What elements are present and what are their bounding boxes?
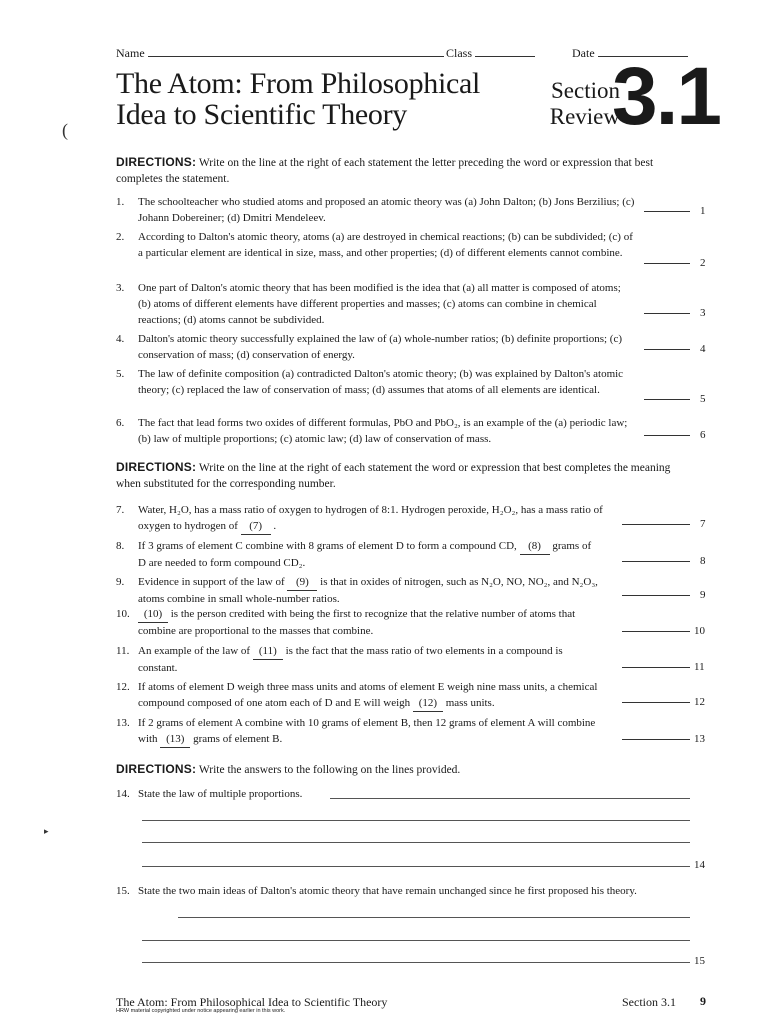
answer-number: 14 bbox=[694, 859, 705, 871]
class-label: Class bbox=[446, 46, 473, 60]
directions-1 bbox=[116, 154, 688, 187]
answer-line[interactable] bbox=[644, 263, 690, 264]
question-text: An example of the law of bbox=[138, 645, 253, 657]
question-14 bbox=[116, 786, 336, 802]
question-5 bbox=[116, 366, 636, 398]
name-label: Name bbox=[116, 46, 145, 60]
answer-number: 11 bbox=[694, 661, 705, 673]
question-number: 13. bbox=[116, 717, 130, 729]
question-text: mass units. bbox=[442, 697, 495, 709]
directions-2 bbox=[116, 459, 688, 492]
class-line[interactable] bbox=[475, 47, 535, 57]
question-text: Evidence in support of the law of bbox=[138, 576, 288, 588]
write-line[interactable] bbox=[142, 820, 690, 821]
footer-section: Section 3.1 bbox=[622, 995, 676, 1009]
question-text: If 2 grams of element A combine with 10 grams of element B, then 12 grams of element A will combine with bbox=[138, 717, 596, 745]
question-text: State the law of multiple proportions. bbox=[138, 788, 303, 800]
answer-number: 1 bbox=[700, 205, 706, 217]
question-text: The law of definite composition (a) contradicted Dalton's atomic theory; (b) was explained by Dalton's atomic theory; (c) replaced the law of conservation of mass; (d) assumes that atoms of all elements are identical. bbox=[138, 368, 624, 396]
question-text: grams of D are needed to form compound CD₂. bbox=[138, 540, 592, 569]
question-number: 11. bbox=[116, 645, 130, 657]
inline-blank: (13) bbox=[160, 731, 190, 748]
question-13 bbox=[116, 715, 616, 748]
review-word: Review bbox=[549, 104, 620, 129]
answer-number: 9 bbox=[700, 589, 706, 601]
question-6 bbox=[116, 415, 636, 447]
question-number: 10. bbox=[116, 608, 130, 620]
inline-blank: (7) bbox=[241, 518, 271, 535]
answer-number: 8 bbox=[700, 555, 706, 567]
answer-line[interactable] bbox=[622, 524, 690, 525]
section-number: 3.1 bbox=[612, 51, 720, 142]
question-number: 3. bbox=[116, 282, 125, 294]
answer-number: 7 bbox=[700, 518, 706, 530]
answer-line[interactable] bbox=[622, 702, 690, 703]
write-line[interactable] bbox=[142, 962, 690, 963]
answer-line[interactable] bbox=[622, 561, 690, 562]
question-text: One part of Dalton's atomic theory that has been modified is the idea that (a) all matter is composed of atoms; (b) atoms of different elements have different properties and masses; (c) atoms can combine in chemical reactions; (d) atoms cannot be subdivided. bbox=[138, 282, 621, 326]
answer-number: 10 bbox=[694, 625, 705, 637]
question-number: 1. bbox=[116, 196, 125, 208]
question-2 bbox=[116, 229, 636, 261]
question-10 bbox=[116, 606, 606, 639]
write-line[interactable] bbox=[142, 842, 690, 843]
title-line-1: The Atom: From Philosophical bbox=[116, 67, 481, 100]
inline-blank: (9) bbox=[287, 574, 317, 591]
section-word: Section bbox=[551, 78, 620, 103]
question-text: is that in oxides of nitrogen, such as N₂O, NO, NO₂, and N₂O₃, atoms combine in small whole-number ratios. bbox=[138, 576, 598, 605]
question-15 bbox=[116, 883, 672, 899]
page-number: 9 bbox=[700, 994, 706, 1008]
question-9 bbox=[116, 574, 616, 607]
answer-number: 12 bbox=[694, 696, 705, 708]
name-line[interactable] bbox=[148, 47, 444, 57]
answer-line[interactable] bbox=[644, 313, 690, 314]
question-number: 2. bbox=[116, 231, 125, 243]
footer-title: The Atom: From Philosophical Idea to Scientific Theory bbox=[116, 995, 388, 1009]
question-text: If atoms of element D weigh three mass units and atoms of element E weigh nine mass units, a chemical compound composed of one atom each of D and E will weigh bbox=[138, 681, 598, 709]
question-1 bbox=[116, 194, 636, 226]
answer-number: 4 bbox=[700, 343, 706, 355]
answer-line[interactable] bbox=[622, 595, 690, 596]
directions-label: DIRECTIONS: bbox=[116, 460, 197, 474]
answer-number: 3 bbox=[700, 307, 706, 319]
question-number: 7. bbox=[116, 504, 125, 516]
inline-blank: (10) bbox=[138, 606, 168, 623]
question-12 bbox=[116, 679, 616, 712]
title-line-2: Idea to Scientific Theory bbox=[116, 98, 408, 131]
answer-line[interactable] bbox=[622, 631, 690, 632]
question-number: 14. bbox=[116, 788, 130, 800]
write-line[interactable] bbox=[142, 940, 690, 941]
question-number: 9. bbox=[116, 576, 125, 588]
write-line[interactable] bbox=[178, 917, 690, 918]
answer-line[interactable] bbox=[644, 211, 690, 212]
inline-blank: (12) bbox=[413, 695, 443, 712]
question-number: 15. bbox=[116, 885, 130, 897]
question-text: The fact that lead forms two oxides of different formulas, PbO and PbO₂, is an example of the (a) periodic law; (b) law of multiple proportions; (c) atomic law; (d) law of conservation of mass. bbox=[138, 417, 628, 445]
directions-text: Write the answers to the following on the lines provided. bbox=[196, 764, 461, 776]
question-text: According to Dalton's atomic theory, atoms (a) are destroyed in chemical reactions; (b) can be subdivided; (c) of a particular element are identical in size, mass, and other properties; (d) of different elements cannot combine. bbox=[138, 231, 633, 259]
inline-blank: (11) bbox=[253, 643, 283, 660]
class-field[interactable] bbox=[446, 46, 535, 61]
binder-mark: ▸ bbox=[44, 826, 49, 836]
answer-number: 2 bbox=[700, 257, 706, 269]
question-text: grams of element B. bbox=[190, 733, 283, 745]
question-text: is the person credited with being the first to recognize that the relative number of atoms that combine are proportional to the masses that combine. bbox=[138, 608, 576, 637]
answer-number: 13 bbox=[694, 733, 705, 745]
directions-label: DIRECTIONS: bbox=[116, 762, 197, 776]
question-text: State the two main ideas of Dalton's atomic theory that have remain unchanged since he first proposed his theory. bbox=[138, 885, 637, 897]
question-text: . bbox=[270, 520, 277, 532]
question-text: Dalton's atomic theory successfully explained the law of (a) whole-number ratios; (b) definite proportions; (c) conservation of mass; (d) conservation of energy. bbox=[138, 333, 622, 361]
answer-line[interactable] bbox=[622, 667, 690, 668]
answer-number: 15 bbox=[694, 955, 705, 967]
footer-copyright: HRW material copyrighted under notice appearing earlier in this work. bbox=[116, 1008, 286, 1014]
page-title bbox=[116, 68, 480, 130]
question-text: If 3 grams of element C combine with 8 grams of element D to form a compound CD, bbox=[138, 540, 520, 552]
question-7 bbox=[116, 502, 616, 535]
directions-text: Write on the line at the right of each statement the letter preceding the word or expression that best completes the statement. bbox=[116, 157, 654, 185]
directions-text: Write on the line at the right of each statement the word or expression that best completes the meaning when substituted for the corresponding number. bbox=[116, 462, 671, 490]
question-text: is the fact that the mass ratio of two elements in a compound is constant. bbox=[138, 645, 563, 674]
binder-mark: ( bbox=[62, 120, 68, 140]
question-number: 5. bbox=[116, 368, 125, 380]
question-text: Water, H₂O, has a mass ratio of oxygen to hydrogen of 8:1. Hydrogen peroxide, H₂O₂, has a mass ratio of oxygen to hydrogen of bbox=[138, 504, 603, 532]
inline-blank: (8) bbox=[520, 538, 550, 555]
write-line[interactable] bbox=[142, 866, 690, 867]
answer-line[interactable] bbox=[644, 399, 690, 400]
question-4 bbox=[116, 331, 636, 363]
answer-line[interactable] bbox=[622, 739, 690, 740]
section-review-label bbox=[538, 78, 620, 130]
question-number: 4. bbox=[116, 333, 125, 345]
directions-3 bbox=[116, 761, 688, 778]
question-8 bbox=[116, 538, 596, 571]
question-11 bbox=[116, 643, 596, 676]
date-label: Date bbox=[572, 46, 595, 60]
question-3 bbox=[116, 280, 636, 328]
answer-number: 5 bbox=[700, 393, 706, 405]
question-number: 8. bbox=[116, 540, 125, 552]
write-line[interactable] bbox=[330, 798, 690, 799]
question-text: The schoolteacher who studied atoms and proposed an atomic theory was (a) John Dalton; (b) Jons Berzilius; (c) Johann Dobereiner; (d) Dmitri Mendeleev. bbox=[138, 196, 635, 224]
question-number: 6. bbox=[116, 417, 125, 429]
answer-number: 6 bbox=[700, 429, 706, 441]
question-number: 12. bbox=[116, 681, 130, 693]
directions-label: DIRECTIONS: bbox=[116, 155, 197, 169]
name-field[interactable] bbox=[116, 46, 444, 61]
answer-line[interactable] bbox=[644, 435, 690, 436]
answer-line[interactable] bbox=[644, 349, 690, 350]
